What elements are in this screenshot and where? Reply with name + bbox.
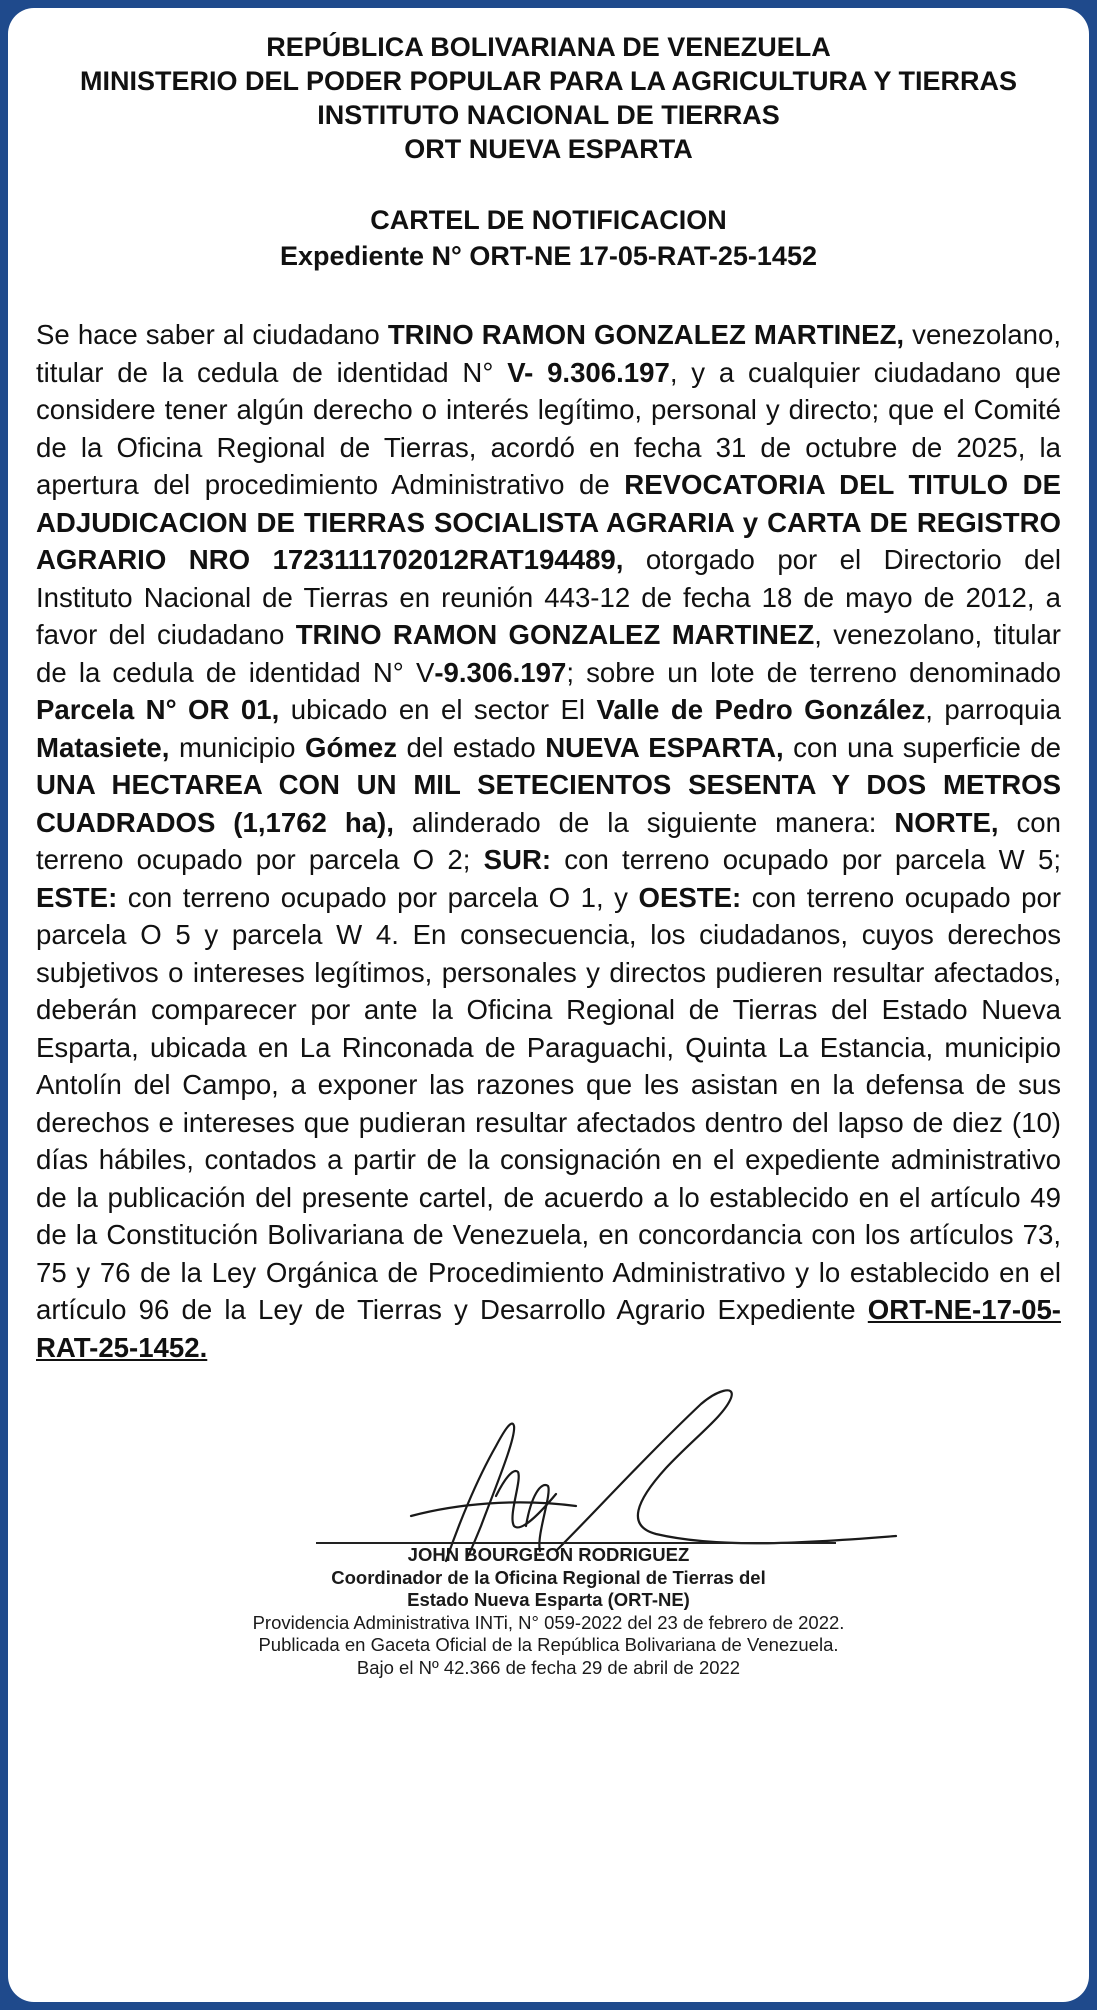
signatory-details [36, 1544, 1061, 1679]
signatory-name: JOHN BOURGEON RODRIGUEZ [407, 1544, 690, 1565]
header-ministry: MINISTERIO DEL PODER POPULAR PARA LA AGRICULTURA Y TIERRAS [79, 66, 1018, 96]
body-text: ubicado en el sector El [279, 694, 597, 725]
citizen-name: TRINO RAMON GONZALEZ MARTINEZ, [387, 319, 905, 350]
citizen-id: -9.306.197 [434, 656, 567, 688]
body-text: con una superficie de [783, 731, 1062, 763]
expediente-reference: ORT-NE-17-05-RAT-25-1452. [36, 1294, 1061, 1363]
body-text: otorgado por el Directorio del Instituto Nacional de Tierras en reunión 443-12 de fecha 18 de mayo de 2012, a favor del ciudadano [36, 544, 1061, 650]
body-text: , y a cualquier ciudadano que considere tener algún derecho o interés legítimo, personal y directo; que el Comité de la Oficina Regional de Tierras, acordó en fecha 31 de octubre de 2025, la apertura del procedimiento Administrativo de [36, 356, 1061, 500]
body-text: del estado [397, 731, 546, 763]
document-header [36, 30, 1061, 166]
state-name: NUEVA ESPARTA, [545, 731, 784, 763]
notice-title: CARTEL DE NOTIFICACION [370, 205, 727, 235]
boundary-north: NORTE, [894, 806, 999, 838]
header-office: ORT NUEVA ESPARTA [404, 134, 693, 164]
signatory-role-line1: Coordinador de la Oficina Regional de Tierras del [331, 1566, 766, 1588]
header-institute: INSTITUTO NACIONAL DE TIERRAS [317, 100, 780, 130]
procedure-name: REVOCATORIA DEL TITULO DE ADJUDICACION DE TIERRAS SOCIALISTA AGRARIA y CARTA DE REGISTRO AGRARIO NRO 1723111702012RAT194489, [36, 469, 1061, 575]
boundary-west: OESTE: [638, 881, 742, 913]
body-text: ; sobre un lote de terreno denominado [566, 656, 1061, 688]
expediente-number: Expediente N° ORT-NE 17-05-RAT-25-1452 [280, 241, 817, 271]
municipality-name: Gómez [305, 731, 398, 763]
boundary-east: ESTE: [36, 881, 118, 913]
body-text: con terreno ocupado por parcela O 1, y [117, 881, 639, 913]
land-area: UNA HECTAREA CON UN MIL SETECIENTOS SESENTA Y DOS METROS CUADRADOS (1,1762 ha), [36, 769, 1061, 838]
parcel-name: Parcela N° OR 01, [36, 694, 280, 725]
notice-title-block [36, 202, 1061, 274]
signatory-role-line2: Estado Nueva Esparta (ORT-NE) [407, 1589, 690, 1610]
boundary-south: SUR: [483, 844, 552, 875]
header-republic: REPÚBLICA BOLIVARIANA DE VENEZUELA [266, 32, 831, 62]
body-text: Se hace saber al ciudadano [36, 319, 388, 350]
citizen-name: TRINO RAMON GONZALEZ MARTINEZ [295, 619, 815, 650]
body-text: , venezolano, titular de la cedula de identidad N° V [36, 619, 1061, 688]
body-text: , parroquia [925, 694, 1062, 725]
gaceta-reference: Publicada en Gaceta Oficial de la República Bolivariana de Venezuela. [258, 1634, 839, 1655]
body-text: con terreno ocupado por parcela O 2; [36, 806, 1061, 875]
notice-page [8, 8, 1089, 2002]
gaceta-number: Bajo el Nº 42.366 de fecha 29 de abril de 2022 [356, 1656, 741, 1678]
sector-name: Valle de Pedro González [596, 694, 926, 725]
body-text: con terreno ocupado por parcela O 5 y parcela W 4. En consecuencia, los ciudadanos, cuyos derechos subjetivos o intereses legítimos, personales y directos pudieren resultar afectados, deberán comparecer por ante la Oficina Regional de Tierras del Estado Nueva Esparta, ubicada en La Rinconada de Paraguachi, Quinta La Estancia, municipio Antolín del Campo, a exponer las razones que les asistan en la defensa de sus derechos e intereses que pudieran resultar afectados dentro del lapso de diez (10) días hábiles, contados a partir de la consignación en el expediente administrativo de la publicación del presente cartel, de acuerdo a lo establecido en el artículo 49 de la Constitución Bolivariana de Venezuela, en concordancia con los artículos 73, 75 y 76 de la Ley Orgánica de Procedimiento Administrativo y lo establecido en el artículo 96 de la Ley de Tierras y Desarrollo Agrario Expediente [36, 881, 1062, 1325]
body-text: con terreno ocupado por parcela W 5; [551, 844, 1061, 875]
parish-name: Matasiete, [36, 731, 170, 763]
signature-block [36, 1376, 1061, 1706]
body-text: municipio [169, 731, 306, 763]
citizen-id: V- 9.306.197 [507, 356, 670, 388]
notice-body [36, 316, 1061, 1366]
body-text: alinderado de la siguiente manera: [393, 806, 895, 838]
body-text: venezolano, titular de la cedula de identidad N° [36, 319, 1062, 388]
providencia-reference: Providencia Administrativa INTi, N° 059-2022 del 23 de febrero de 2022. [252, 1611, 845, 1633]
